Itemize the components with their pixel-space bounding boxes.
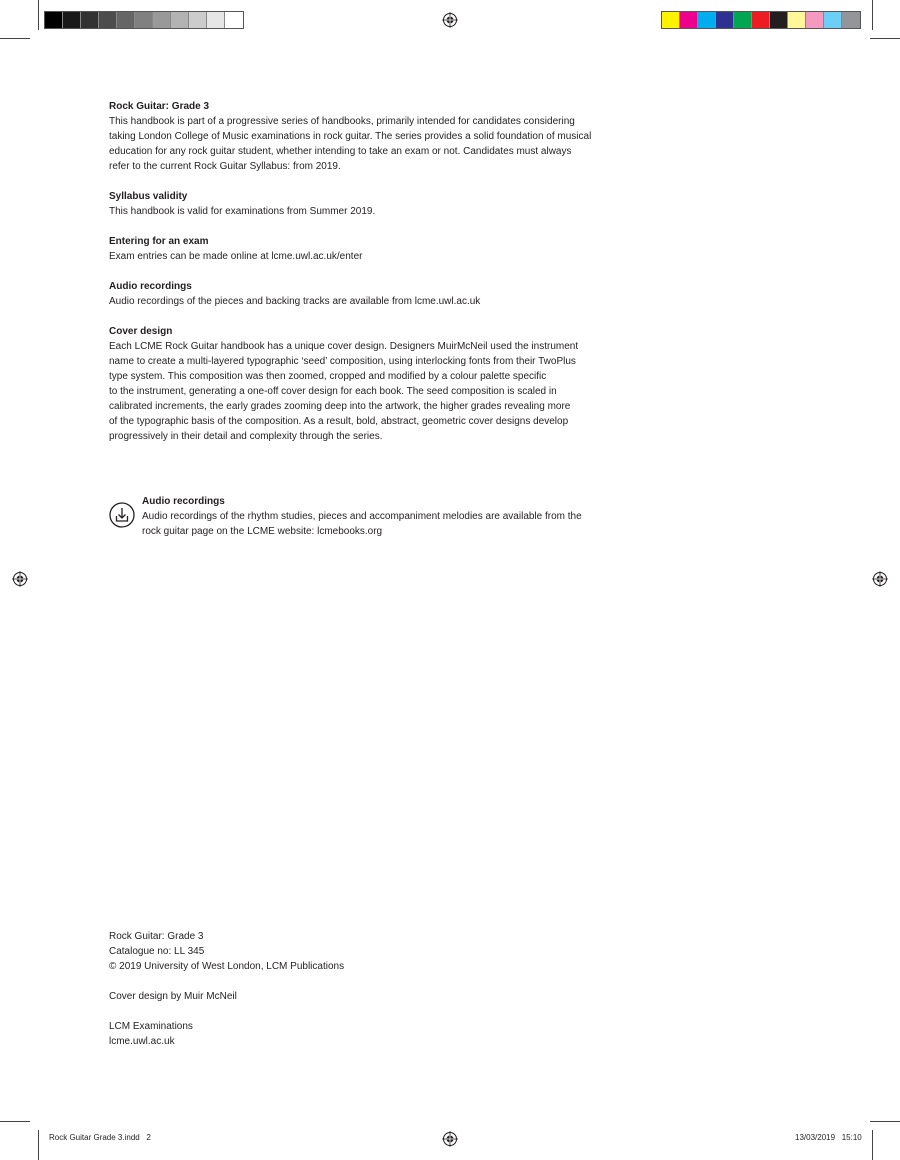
body-line: to the instrument, generating a one-off cover design for each book. The seed composition is scaled in bbox=[109, 386, 557, 397]
color-swatch bbox=[153, 12, 171, 28]
crop-mark-bl-h bbox=[0, 1121, 30, 1122]
body-line: education for any rock guitar student, whether intending to take an exam or not. Candidates must always bbox=[109, 146, 572, 157]
crop-mark-bl-v bbox=[38, 1130, 39, 1160]
section-heading: Cover design bbox=[109, 326, 173, 337]
catalogue-number: Catalogue no: LL 345 bbox=[109, 946, 205, 957]
registration-mark-icon bbox=[12, 571, 28, 587]
body-line: calibrated increments, the early grades zooming deep into the artwork, the higher grades revealing more bbox=[109, 401, 571, 412]
color-swatch bbox=[81, 12, 99, 28]
body-line: taking London College of Music examinations in rock guitar. The series provides a solid foundation of musical bbox=[109, 131, 592, 142]
color-swatch bbox=[734, 12, 752, 28]
crop-mark-tl-v bbox=[38, 0, 39, 30]
body-line: This handbook is valid for examinations from Summer 2019. bbox=[109, 206, 376, 217]
color-swatch bbox=[680, 12, 698, 28]
color-swatch bbox=[225, 12, 243, 28]
color-swatch bbox=[171, 12, 189, 28]
audio-callout-text bbox=[142, 494, 612, 539]
download-icon bbox=[109, 502, 135, 528]
color-swatch bbox=[842, 12, 860, 28]
crop-mark-tl-h bbox=[0, 38, 30, 39]
section-heading: Syllabus validity bbox=[109, 191, 188, 202]
crop-mark-br-v bbox=[872, 1130, 873, 1160]
body-line: rock guitar page on the LCME website: lcmebooks.org bbox=[142, 526, 383, 537]
organization-name: LCM Examinations bbox=[109, 1021, 193, 1032]
body-line: name to create a multi-layered typographic ‘seed’ composition, using interlocking fonts from their TwoPlus bbox=[109, 356, 576, 367]
process-color-bar bbox=[661, 11, 861, 29]
crop-mark-tr-h bbox=[870, 38, 900, 39]
registration-mark-icon bbox=[872, 571, 888, 587]
color-swatch bbox=[752, 12, 770, 28]
color-swatch bbox=[824, 12, 842, 28]
color-swatch bbox=[99, 12, 117, 28]
section-audio-recordings bbox=[109, 279, 619, 309]
body-line: progressively in their detail and complexity through the series. bbox=[109, 431, 383, 442]
copyright-notice: © 2019 University of West London, LCM Publications bbox=[109, 961, 345, 972]
section-heading: Audio recordings bbox=[109, 281, 192, 292]
section-cover-design bbox=[109, 324, 619, 444]
publication-title: Rock Guitar: Grade 3 bbox=[109, 931, 204, 942]
color-swatch bbox=[806, 12, 824, 28]
color-swatch bbox=[788, 12, 806, 28]
slug-datetime: 13/03/2019 15:10 bbox=[795, 1133, 862, 1142]
section-syllabus-validity bbox=[109, 189, 619, 219]
color-swatch bbox=[698, 12, 716, 28]
color-swatch bbox=[63, 12, 81, 28]
crop-mark-tr-v bbox=[872, 0, 873, 30]
body-line: This handbook is part of a progressive series of handbooks, primarily intended for candidates considering bbox=[109, 116, 575, 127]
color-swatch bbox=[117, 12, 135, 28]
cover-credit: Cover design by Muir McNeil bbox=[109, 991, 237, 1002]
crop-mark-br-h bbox=[870, 1121, 900, 1122]
body-line: Exam entries can be made online at lcme.uwl.ac.uk/enter bbox=[109, 251, 363, 262]
body-line: Audio recordings of the rhythm studies, pieces and accompaniment melodies are available from the bbox=[142, 511, 582, 522]
registration-mark-icon bbox=[442, 1131, 458, 1147]
color-swatch bbox=[135, 12, 153, 28]
grayscale-color-bar bbox=[44, 11, 244, 29]
publication-info bbox=[109, 929, 344, 1049]
color-swatch bbox=[716, 12, 734, 28]
body-line: of the typographic basis of the composition. As a result, bold, abstract, geometric cover designs develop bbox=[109, 416, 569, 427]
slug-filename: Rock Guitar Grade 3.indd 2 bbox=[49, 1133, 151, 1142]
color-swatch bbox=[189, 12, 207, 28]
body-line: refer to the current Rock Guitar Syllabus: from 2019. bbox=[109, 161, 341, 172]
color-swatch bbox=[662, 12, 680, 28]
body-line: Audio recordings of the pieces and backing tracks are available from lcme.uwl.ac.uk bbox=[109, 296, 481, 307]
section-intro bbox=[109, 99, 619, 174]
section-entering-exam bbox=[109, 234, 619, 264]
color-swatch bbox=[45, 12, 63, 28]
main-content bbox=[109, 99, 619, 459]
audio-callout-heading: Audio recordings bbox=[142, 496, 225, 507]
section-heading: Rock Guitar: Grade 3 bbox=[109, 101, 210, 112]
section-heading: Entering for an exam bbox=[109, 236, 209, 247]
organization-url: lcme.uwl.ac.uk bbox=[109, 1036, 175, 1047]
body-line: Each LCME Rock Guitar handbook has a unique cover design. Designers MuirMcNeil used the instrument bbox=[109, 341, 579, 352]
registration-mark-icon bbox=[442, 12, 458, 28]
color-swatch bbox=[770, 12, 788, 28]
body-line: type system. This composition was then zoomed, cropped and modified by a colour palette specific bbox=[109, 371, 547, 382]
color-swatch bbox=[207, 12, 225, 28]
